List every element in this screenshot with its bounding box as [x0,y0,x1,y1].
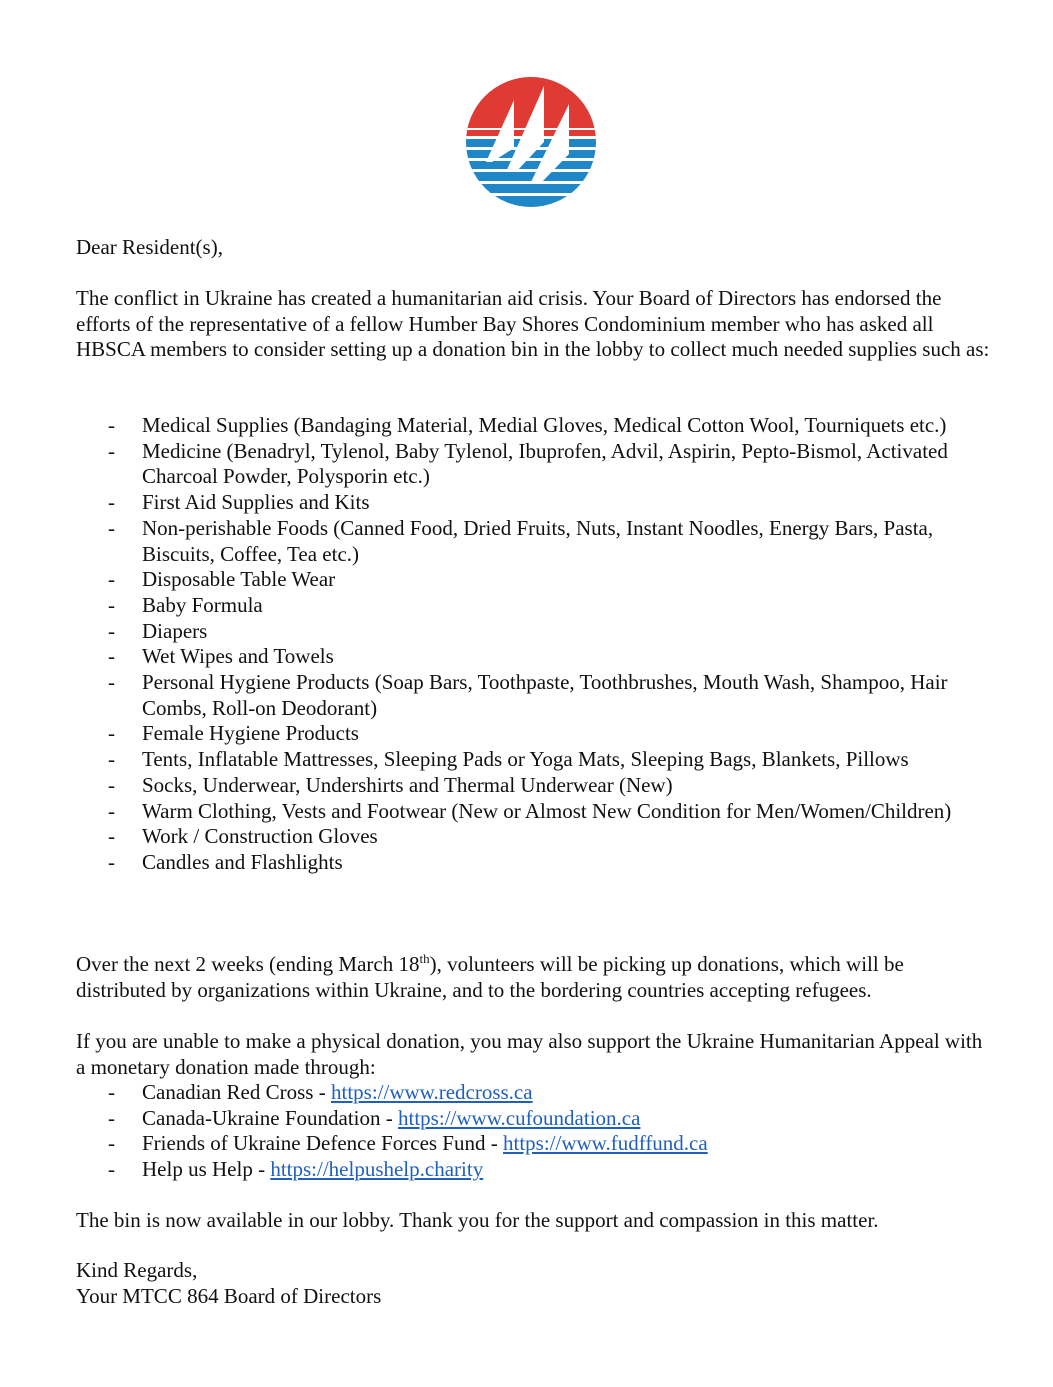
monetary-paragraph: If you are unable to make a physical donation, you may also support the Ukraine Humanitarian Appeal with a monetary donation made through: [76,1029,983,1079]
supply-item [76,721,996,747]
bullet-dash: - [108,1157,115,1182]
bullet-dash: - [108,438,115,463]
supplies-list [76,413,996,876]
supply-item [76,567,996,593]
organization-name: Canada-Ukraine Foundation - [142,1105,399,1130]
pickup-paragraph [76,952,996,1003]
bullet-dash: - [108,490,115,515]
organization-link[interactable]: https://www.cufoundation.ca [398,1105,641,1130]
supply-item [76,413,996,439]
bullet-dash: - [108,618,115,643]
organization-name: Canadian Red Cross - [142,1080,331,1104]
closing-paragraph: The bin is now available in our lobby. Thank you for the support and compassion in this matter. [76,1208,879,1232]
supply-item-text: Baby Formula [142,592,263,617]
organization-item [76,1080,996,1106]
supply-item [76,747,996,773]
supply-item [76,490,996,516]
supply-item [76,850,996,876]
organization-name: Friends of Ukraine Defence Forces Fund - [142,1131,503,1156]
supply-item [76,670,996,721]
bullet-dash: - [108,592,115,617]
supply-item-text: Personal Hygiene Products (Soap Bars, Toothpaste, Toothbrushes, Mouth Wash, Shampoo, Hair Combs, Roll-on Deodorant) [142,670,948,720]
bullet-dash: - [108,1080,115,1104]
supply-item [76,799,996,825]
bullet-dash: - [108,849,115,874]
supply-item-text: Work / Construction Gloves [142,824,378,849]
supply-item [76,824,996,850]
pickup-text-start: Over the next 2 weeks (ending March 18 [76,952,420,976]
supply-item-text: Diapers [142,618,208,643]
bullet-dash: - [108,515,115,540]
supply-item-text: Disposable Table Wear [142,567,336,592]
bullet-dash: - [108,644,115,669]
supply-item-text: First Aid Supplies and Kits [142,490,370,515]
bullet-dash: - [108,721,115,746]
organization-link[interactable]: https://www.fudffund.ca [502,1131,708,1156]
hbsca-logo [464,76,598,208]
supply-item [76,773,996,799]
bullet-dash: - [108,413,115,437]
supply-item-text: Medical Supplies (Bandaging Material, Medial Gloves, Medical Cotton Wool, Tourniquets etc.) [142,413,947,437]
bullet-dash: - [108,772,115,797]
signoff: Kind Regards, [76,1258,198,1282]
bullet-dash: - [108,747,115,772]
organization-link[interactable]: https://www.redcross.ca [330,1080,533,1104]
signature: Your MTCC 864 Board of Directors [76,1283,382,1308]
organization-name: Help us Help - [142,1157,271,1182]
supply-item-text: Female Hygiene Products [142,721,359,746]
supply-item-text: Tents, Inflatable Mattresses, Sleeping Pads or Yoga Mats, Sleeping Bags, Blankets, Pillows [142,747,909,772]
supply-item-text: Wet Wipes and Towels [142,644,334,669]
bullet-dash: - [108,798,115,823]
supply-item [76,644,996,670]
greeting: Dear Resident(s), [76,235,223,259]
supply-item-text: Non-perishable Foods (Canned Food, Dried Fruits, Nuts, Instant Noodles, Energy Bars, Pasta, Biscuits, Coffee, Tea etc.) [142,515,934,566]
organization-item [76,1131,996,1157]
organization-item [76,1157,996,1183]
supply-item [76,619,996,645]
supply-item-text: Socks, Underwear, Undershirts and Thermal Underwear (New) [142,772,673,797]
pickup-text-end: ), volunteers will be picking up donations, which will be distributed by organizations within Ukraine, and to the bordering countries accepting refugees. [76,952,904,1002]
bullet-dash: - [108,1131,115,1156]
supply-item [76,439,996,490]
bullet-dash: - [108,670,115,695]
supply-item [76,516,996,567]
organization-item [76,1106,996,1132]
ordinal-suffix: th [419,951,430,966]
bullet-dash: - [108,567,115,592]
bullet-dash: - [108,1105,115,1130]
supply-item [76,593,996,619]
organization-link[interactable]: https://helpushelp.charity [270,1157,484,1182]
supply-item-text: Warm Clothing, Vests and Footwear (New or Almost New Condition for Men/Women/Children) [142,798,952,823]
bullet-dash: - [108,824,115,849]
intro-paragraph: The conflict in Ukraine has created a humanitarian aid crisis. Your Board of Directors has endorsed the efforts of the representative of a fellow Humber Bay Shores Condominium member who has asked all HBSCA members to consider setting up a donation bin in the lobby to collect much needed supplies such as: [76,286,990,362]
organizations-list [76,1080,996,1183]
signoff-block [76,1258,996,1309]
supply-item-text: Candles and Flashlights [142,849,343,874]
supply-item-text: Medicine (Benadryl, Tylenol, Baby Tylenol, Ibuprofen, Advil, Aspirin, Pepto-Bismol, Activated Charcoal Powder, Polysporin etc.) [142,438,948,489]
